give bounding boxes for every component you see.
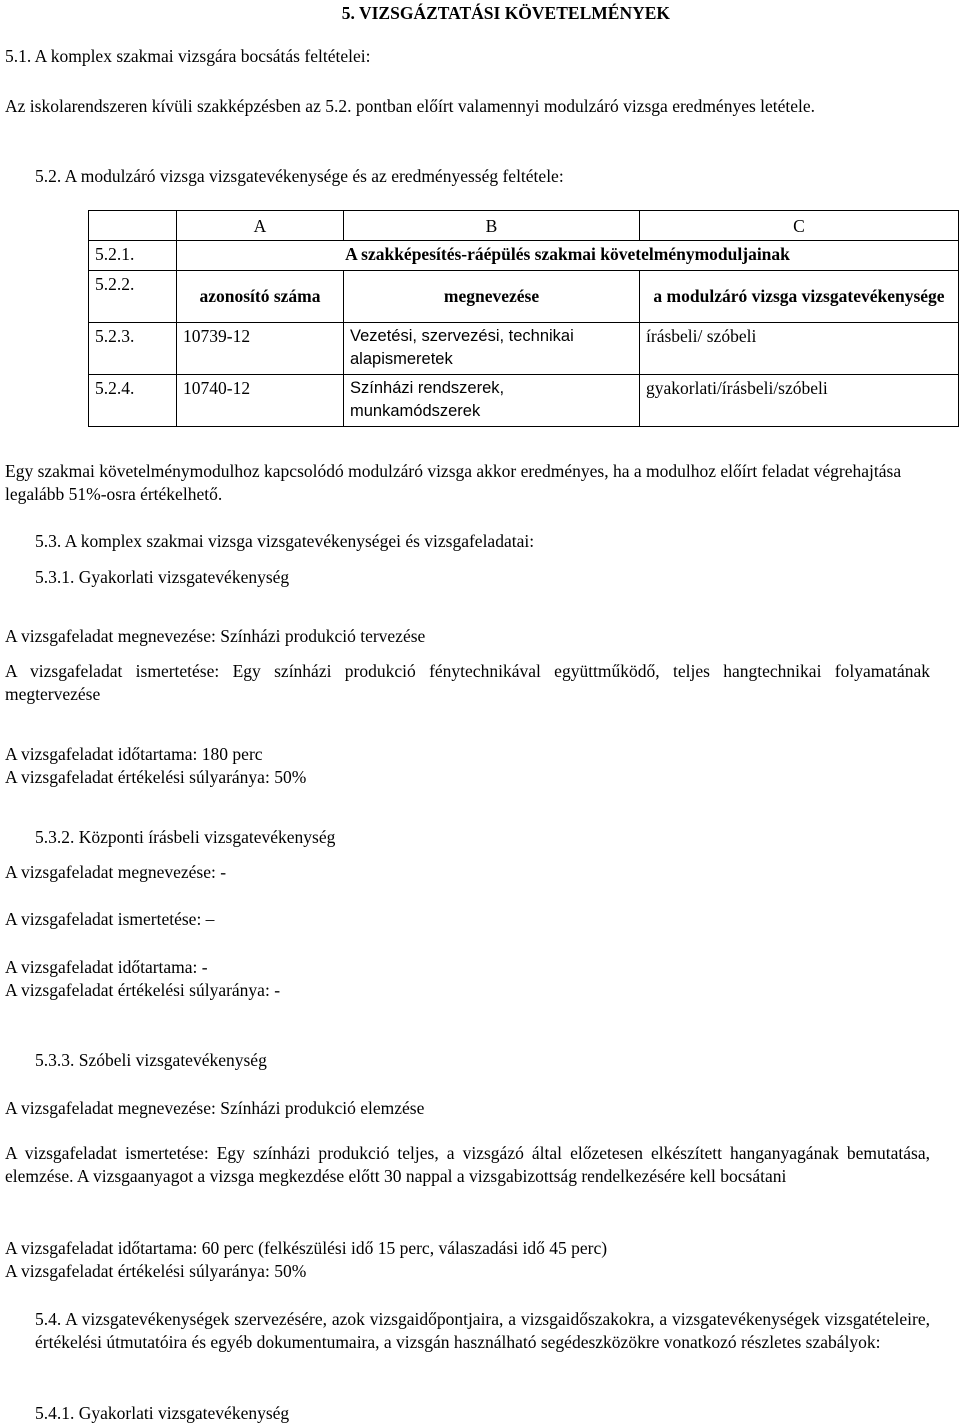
task-weight: A vizsgafeladat értékelési súlyaránya: - <box>5 980 281 1000</box>
task-description: A vizsgafeladat ismertetése: – <box>5 909 215 929</box>
section-5-3-3-heading: 5.3.3. Szóbeli vizsgatevékenység <box>35 1050 267 1070</box>
section-5-3-2-heading: 5.3.2. Központi írásbeli vizsgatevékenység <box>35 827 336 847</box>
header-name: megnevezése <box>344 271 640 323</box>
row-number: 5.2.2. <box>89 271 177 323</box>
task-description: A vizsgafeladat ismertetése: Egy színházi produkció fénytechnikával együttműködő, teljes hangtechnikai folyamatának megtervezése <box>5 661 930 704</box>
module-group-title: A szakképesítés-ráépülés szakmai követelménymoduljainak <box>177 241 959 271</box>
module-id: 10740-12 <box>177 375 344 427</box>
task-description: A vizsgafeladat ismertetése: Egy színházi produkció teljes, a vizsgázó által előzetesen elkészített hanganyagának bemutatása, elemzése. A vizsgaanyagot a vizsga megkezdése előtt 30 nappal a vizsgabizottság rendelkezésére kell bocsátani <box>5 1143 930 1186</box>
task-duration: A vizsgafeladat időtartama: 180 perc <box>5 744 263 764</box>
section-5-3-1-heading: 5.3.1. Gyakorlati vizsgatevékenység <box>35 567 290 587</box>
module-exam-activity: írásbeli/ szóbeli <box>640 323 959 375</box>
column-b-header: B <box>344 211 640 241</box>
section-5-4-1-heading: 5.4.1. Gyakorlati vizsgatevékenység <box>35 1403 290 1423</box>
row-number: 5.2.1. <box>89 241 177 271</box>
module-name: Színházi rendszerek, munkamódszerek <box>344 375 640 427</box>
column-c-header: C <box>640 211 959 241</box>
row-number: 5.2.3. <box>89 323 177 375</box>
module-id: 10739-12 <box>177 323 344 375</box>
section-5-1-heading: 5.1. A komplex szakmai vizsgára bocsátás feltételei: <box>5 46 371 66</box>
module-exam-table <box>88 210 959 427</box>
section-5-1-text: Az iskolarendszeren kívüli szakképzésben az 5.2. pontban előírt valamennyi modulzáró vizsga eredményes letétele. <box>5 96 816 116</box>
task-weight: A vizsgafeladat értékelési súlyaránya: 50% <box>5 1261 307 1281</box>
column-a-header: A <box>177 211 344 241</box>
section-5-3-heading: 5.3. A komplex szakmai vizsga vizsgatevékenységei és vizsgafeladatai: <box>35 531 535 551</box>
section-5-2-note: Egy szakmai követelménymodulhoz kapcsolódó modulzáró vizsga akkor eredményes, ha a modulhoz előírt feladat végrehajtása legalább 51%-osra értékelhető. <box>5 461 902 504</box>
task-weight: A vizsgafeladat értékelési súlyaránya: 50% <box>5 767 307 787</box>
table-row <box>89 323 959 375</box>
task-name: A vizsgafeladat megnevezése: Színházi produkció elemzése <box>5 1098 425 1118</box>
row-number: 5.2.4. <box>89 375 177 427</box>
module-exam-activity: gyakorlati/írásbeli/szóbeli <box>640 375 959 427</box>
section-5-4-text: 5.4. A vizsgatevékenységek szervezésére, azok vizsgaidőpontjaira, a vizsgaidőszakokra, a vizsgatevékenységek vizsgatételeire, értékelési útmutatóira és egyéb dokumentumaira, a vizsgán használható segédeszközökre vonatkozó részletes szabályok: <box>35 1309 930 1352</box>
table-row <box>89 375 959 427</box>
module-name: Vezetési, szervezési, technikai alapismeretek <box>344 323 640 375</box>
section-5-2-heading: 5.2. A modulzáró vizsga vizsgatevékenysége és az eredményesség feltétele: <box>35 166 564 186</box>
header-identifier: azonosító száma <box>177 271 344 323</box>
task-duration: A vizsgafeladat időtartama: 60 perc (felkészülési idő 15 perc, válaszadási idő 45 perc) <box>5 1238 608 1258</box>
header-exam-activity: a modulzáró vizsga vizsgatevékenysége <box>640 271 959 323</box>
chapter-title: 5. VIZSGÁZTATÁSI KÖVETELMÉNYEK <box>341 3 670 23</box>
task-name: A vizsgafeladat megnevezése: - <box>5 862 227 882</box>
task-name: A vizsgafeladat megnevezése: Színházi produkció tervezése <box>5 626 426 646</box>
task-duration: A vizsgafeladat időtartama: - <box>5 957 208 977</box>
